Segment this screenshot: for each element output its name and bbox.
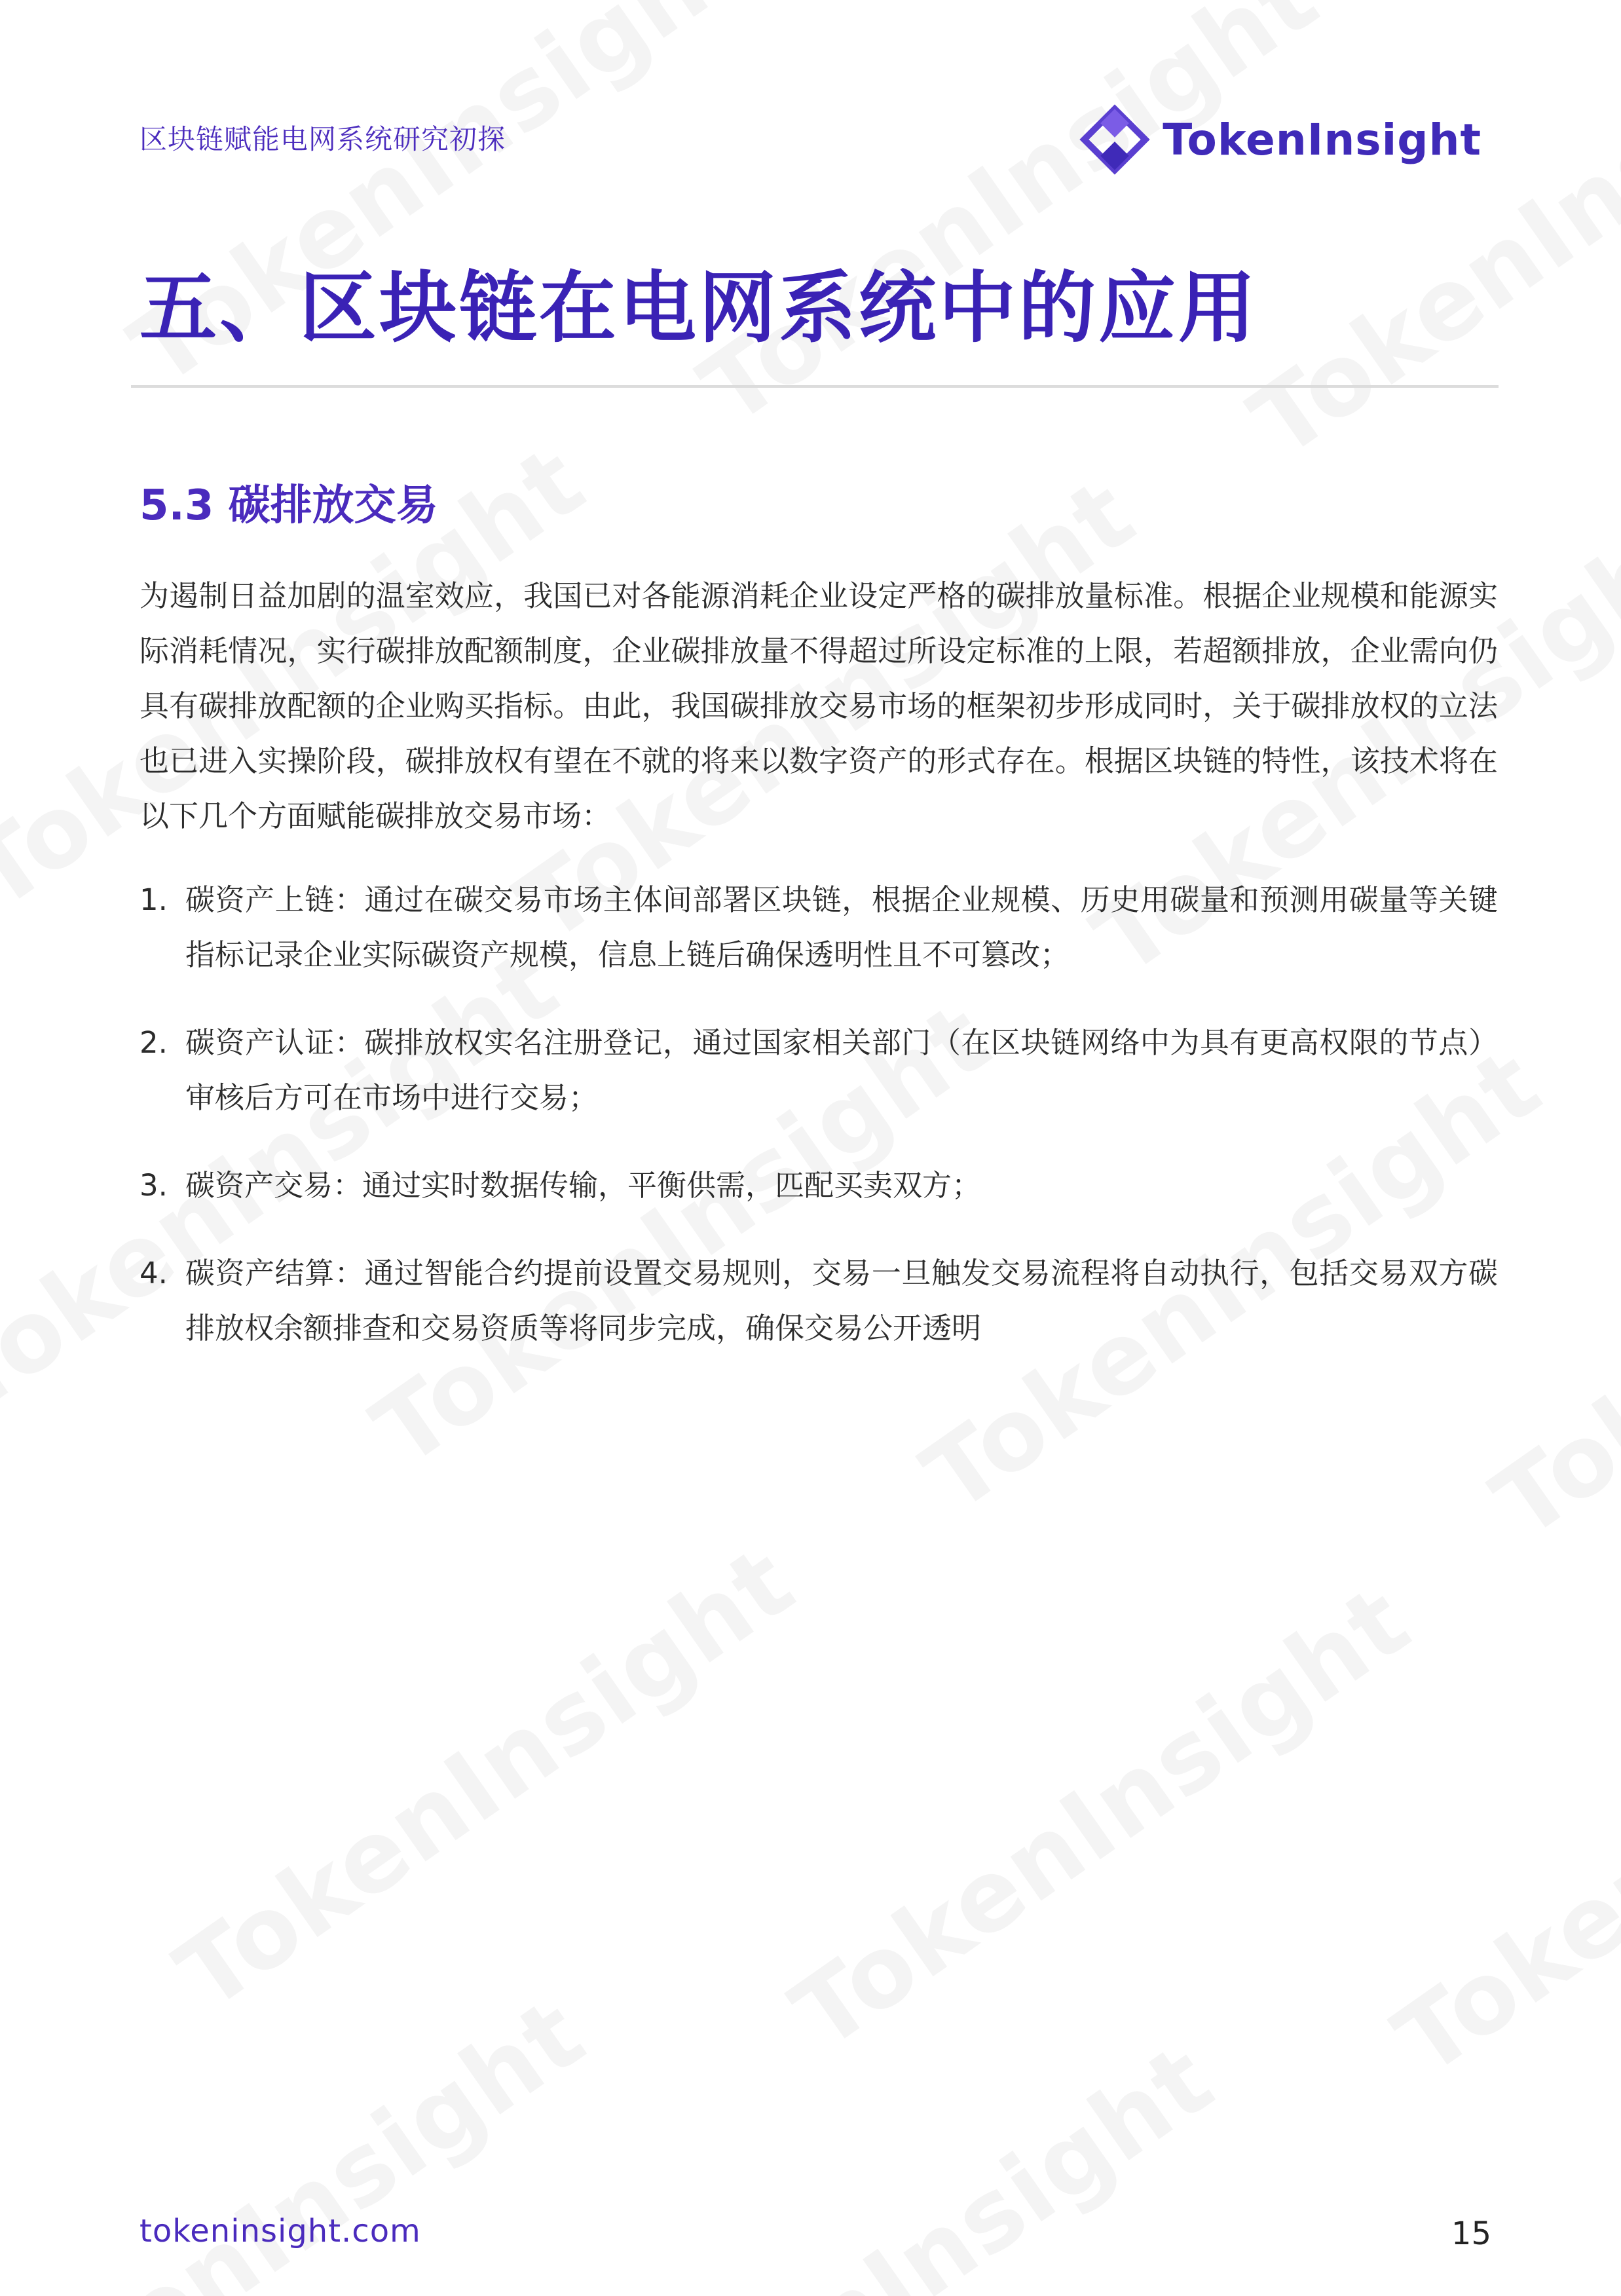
application-list (140, 873, 1498, 1389)
list-item (140, 1246, 1498, 1356)
tokeninsight-logo-icon (1079, 104, 1151, 176)
list-item-text: 碳资产交易：通过实时数据传输，平衡供需，匹配买卖双方； (185, 1168, 982, 1203)
list-item (140, 1158, 1498, 1213)
section-title: 5.3 碳排放交易 (140, 481, 438, 530)
running-title: 区块链赋能电网系统研究初探 (140, 123, 506, 155)
list-item-number: 1. (140, 882, 168, 917)
list-item-number: 4. (140, 1256, 168, 1290)
watermark (576, 2022, 1233, 2296)
page-number: 15 (1451, 2215, 1491, 2252)
divider (131, 385, 1499, 388)
watermark (681, 0, 1338, 447)
list-item-number: 2. (140, 1025, 168, 1060)
brand-name: TokenInsight (1163, 114, 1481, 165)
footer-website-link[interactable]: tokeninsight.com (140, 2213, 421, 2249)
list-item-text: 碳资产上链：通过在碳交易市场主体间部署区块链，根据企业规模、历史用碳量和预测用碳量等关键指标记录企业实际碳资产规模，信息上链后确保透明性且不可篡改； (185, 882, 1498, 972)
chapter-title: 五、区块链在电网系统中的应用 (140, 263, 1259, 353)
watermark (773, 1564, 1430, 2071)
watermark (1231, 0, 1621, 480)
list-item (140, 1015, 1498, 1125)
list-item-number: 3. (140, 1168, 168, 1203)
list-item (140, 873, 1498, 983)
list-item-text: 碳资产认证：碳排放权实名注册登记，通过国家相关部门（在区块链网络中为具有更高权限的节点）审核后方可在市场中进行交易； (185, 1025, 1498, 1115)
brand (1079, 104, 1481, 176)
list-item-text: 碳资产结算：通过智能合约提前设置交易规则，交易一旦触发交易流程将自动执行，包括交易双方碳排放权余额排查和交易资质等将同步完成，确保交易公开透明 (185, 1256, 1498, 1346)
watermark (157, 1524, 814, 2032)
page-header (140, 98, 1481, 177)
intro-paragraph: 为遏制日益加剧的温室效应，我国已对各能源消耗企业设定严格的碳排放量标准。根据企业规模和能源实际消耗情况，实行碳排放配额制度，企业碳排放量不得超过所设定标准的上限，若超额排放，企业需向仍具有碳排放配额的企业购买指标。由此，我国碳排放交易市场的框架初步形成同时，关于碳排放权的立法也已进入实操阶段，碳排放权有望在不就的将来以数字资产的形式存在。根据区块链的特性，该技术将在以下几个方面赋能碳排放交易市场： (140, 578, 1498, 833)
watermark (1375, 1590, 1621, 2098)
